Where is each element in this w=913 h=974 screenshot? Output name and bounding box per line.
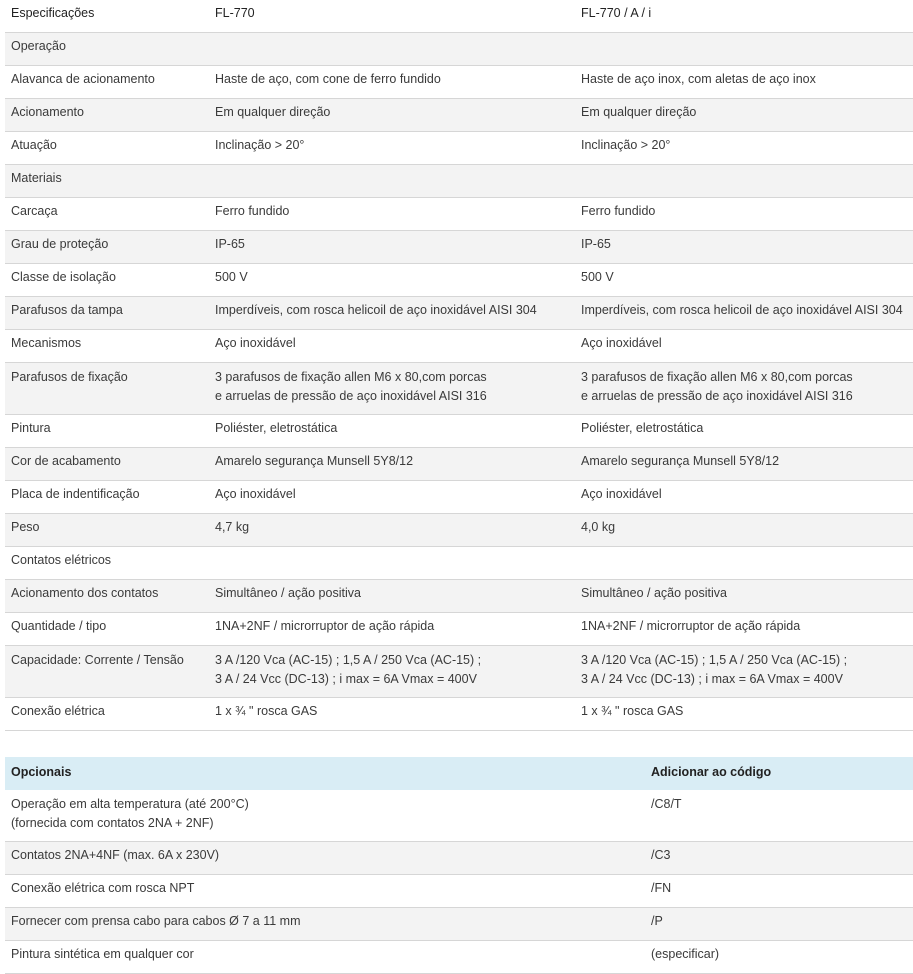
table-row	[5, 941, 913, 974]
table-cell	[575, 37, 913, 65]
table-row	[5, 875, 913, 908]
table-cell: Classe de isolação	[11, 270, 116, 284]
table-cell	[575, 551, 913, 579]
table-cell: 1NA+2NF / microrruptor de ação rápida	[215, 619, 435, 633]
table-cell: 3 A /120 Vca (AC-15) ; 1,5 A / 250 Vca (AC-15) ; 3 A / 24 Vcc (DC-13) ; i max = 6A Vmax = 400V	[581, 653, 848, 686]
table-cell: Acionamento	[11, 105, 84, 119]
table-row	[5, 66, 913, 99]
table-row	[5, 198, 913, 231]
table-cell: 3 parafusos de fixação allen M6 x 80,com porcas e arruelas de pressão de aço inoxidável AISI 316	[215, 370, 487, 403]
table-cell: Aço inoxidável	[581, 487, 662, 501]
optionals-body	[5, 790, 913, 974]
table-row	[5, 842, 913, 875]
table-cell	[209, 169, 575, 197]
table-cell: 1 x ¾ " rosca GAS	[215, 704, 318, 718]
table-cell: Aço inoxidável	[215, 487, 296, 501]
table-cell: Cor de acabamento	[11, 454, 121, 468]
table-body	[5, 33, 913, 731]
table-cell: Conexão elétrica com rosca NPT	[11, 881, 195, 895]
table-cell: /C8/T	[651, 797, 682, 811]
table-row	[5, 33, 913, 66]
table-row	[5, 547, 913, 580]
table-cell: 500 V	[581, 270, 614, 284]
table-cell: Carcaça	[11, 204, 58, 218]
table-cell: 3 A /120 Vca (AC-15) ; 1,5 A / 250 Vca (AC-15) ; 3 A / 24 Vcc (DC-13) ; i max = 6A Vmax = 400V	[215, 653, 482, 686]
table-cell: Em qualquer direção	[215, 105, 331, 119]
table-cell: Ferro fundido	[581, 204, 656, 218]
table-cell: Mecanismos	[11, 336, 82, 350]
specifications-table	[5, 0, 913, 731]
table-cell: Operação em alta temperatura (até 200°C) (fornecida com contatos 2NA + 2NF)	[11, 797, 249, 830]
table-cell: Conexão elétrica	[11, 704, 105, 718]
table-cell: Parafusos da tampa	[11, 303, 123, 317]
table-cell: Capacidade: Corrente / Tensão	[11, 653, 184, 667]
table-cell: Imperdíveis, com rosca helicoil de aço inoxidável AISI 304	[581, 303, 903, 317]
table-cell: 1NA+2NF / microrruptor de ação rápida	[581, 619, 801, 633]
table-cell: Placa de indentificação	[11, 487, 140, 501]
table-cell: Alavanca de acionamento	[11, 72, 155, 86]
table-cell: Contatos 2NA+4NF (max. 6A x 230V)	[11, 848, 220, 862]
table-cell: Fornecer com prensa cabo para cabos Ø 7 a 11 mm	[11, 914, 301, 928]
table-cell: Imperdíveis, com rosca helicoil de aço inoxidável AISI 304	[215, 303, 537, 317]
table-cell: Amarelo segurança Munsell 5Y8/12	[581, 454, 780, 468]
table-cell: Pintura sintética em qualquer cor	[11, 947, 194, 961]
table-cell: Haste de aço, com cone de ferro fundido	[215, 72, 441, 86]
header-cell: FL-770	[215, 6, 255, 20]
table-cell: Aço inoxidável	[581, 336, 662, 350]
table-cell: Contatos elétricos	[11, 553, 112, 567]
table-cell: Operação	[11, 39, 66, 53]
header-cell: Adicionar ao código	[651, 765, 772, 779]
table-row	[5, 580, 913, 613]
table-cell: Haste de aço inox, com aletas de aço inox	[581, 72, 816, 86]
table-row	[5, 415, 913, 448]
header-cell: FL-770 / A / i	[581, 6, 652, 20]
table-row	[5, 613, 913, 646]
table-cell: /FN	[651, 881, 672, 895]
table-cell: IP-65	[581, 237, 611, 251]
table-row	[5, 264, 913, 297]
table-cell: 3 parafusos de fixação allen M6 x 80,com porcas e arruelas de pressão de aço inoxidável AISI 316	[581, 370, 853, 403]
table-cell: Ferro fundido	[215, 204, 290, 218]
table-cell: /P	[651, 914, 663, 928]
table-cell: Aço inoxidável	[215, 336, 296, 350]
table-cell: Materiais	[11, 171, 62, 185]
table-row	[5, 330, 913, 363]
table-row	[5, 132, 913, 165]
table-cell: IP-65	[215, 237, 245, 251]
table-row	[5, 481, 913, 514]
table-cell: Simultâneo / ação positiva	[581, 586, 727, 600]
table-cell: Em qualquer direção	[581, 105, 697, 119]
table-cell: Poliéster, eletrostática	[581, 421, 704, 435]
table-row	[5, 231, 913, 264]
table-cell: Inclinação > 20°	[581, 138, 671, 152]
table-cell: Atuação	[11, 138, 57, 152]
table-row	[5, 448, 913, 481]
table-cell: Amarelo segurança Munsell 5Y8/12	[215, 454, 414, 468]
table-cell: Poliéster, eletrostática	[215, 421, 338, 435]
table-cell: (especificar)	[651, 947, 720, 961]
table-row	[5, 646, 913, 698]
table-row	[5, 363, 913, 415]
optionals-header-row	[5, 757, 913, 790]
table-cell	[209, 551, 575, 579]
header-cell: Opcionais	[11, 765, 72, 779]
table-cell: 4,7 kg	[215, 520, 250, 534]
table-cell	[209, 37, 575, 65]
table-cell: Inclinação > 20°	[215, 138, 305, 152]
optionals-table	[5, 757, 913, 974]
header-cell: Especificações	[11, 6, 95, 20]
table-cell: 1 x ¾ " rosca GAS	[581, 704, 684, 718]
table-cell: Pintura	[11, 421, 51, 435]
table-cell: Grau de proteção	[11, 237, 109, 251]
table-cell	[575, 169, 913, 197]
table-cell: /C3	[651, 848, 671, 862]
table-row	[5, 99, 913, 132]
table-row	[5, 790, 913, 842]
table-cell: 500 V	[215, 270, 248, 284]
table-row	[5, 165, 913, 198]
table-cell: Peso	[11, 520, 40, 534]
table-row	[5, 297, 913, 330]
table-cell: Parafusos de fixação	[11, 370, 128, 384]
table-row	[5, 514, 913, 547]
table-cell: Quantidade / tipo	[11, 619, 107, 633]
table-row	[5, 698, 913, 731]
table-cell: Simultâneo / ação positiva	[215, 586, 361, 600]
table-cell: 4,0 kg	[581, 520, 616, 534]
table-header-row	[5, 0, 913, 33]
table-cell: Acionamento dos contatos	[11, 586, 159, 600]
table-row	[5, 908, 913, 941]
